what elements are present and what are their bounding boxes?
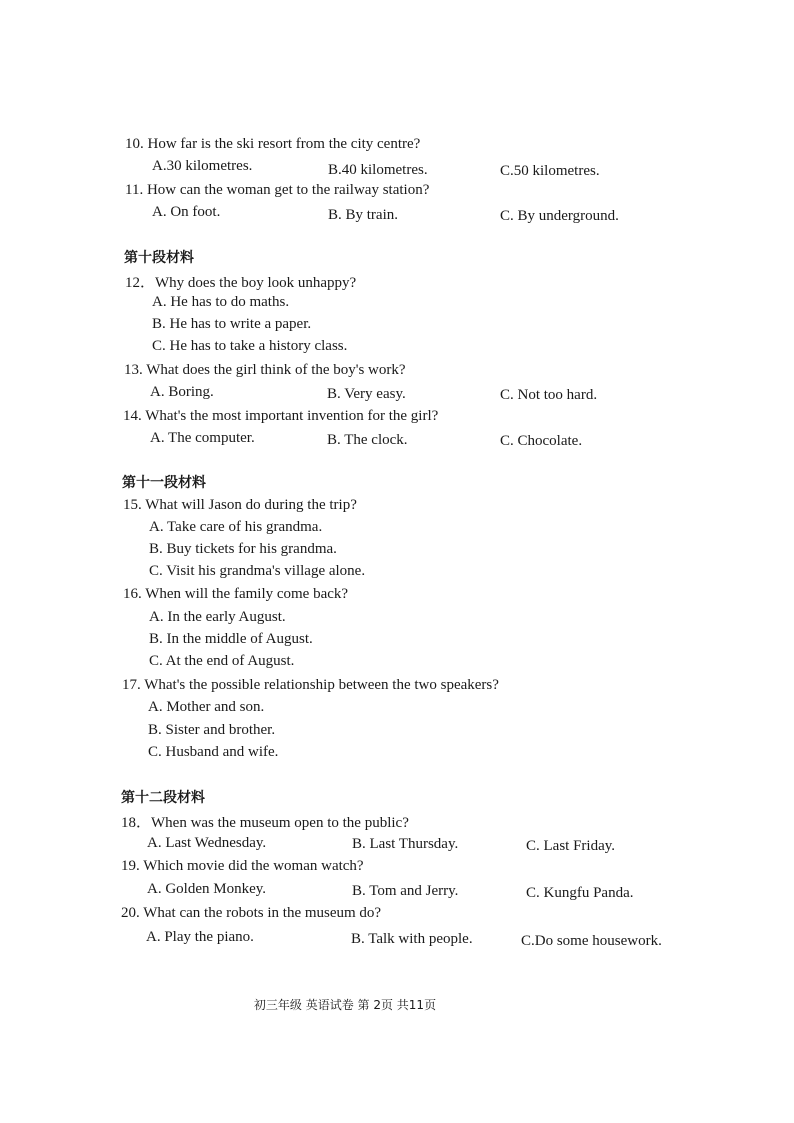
q19-option-b: B. Tom and Jerry. [352,883,459,899]
q13-option-a: A. Boring. [150,384,214,400]
question-17: 17. What's the possible relationship between the two speakers? [122,677,499,693]
question-14: 14. What's the most important invention for the girl? [123,408,439,424]
q13-option-c: C. Not too hard. [500,387,598,403]
q11-option-a: A. On foot. [152,204,221,220]
page-footer: 初三年级 英语试卷 第 2页 共11页 [253,998,437,1012]
section-10-heading: 第十段材料 [124,250,194,266]
question-13: 13. What does the girl think of the boy's work? [124,362,406,378]
q19-option-c: C. Kungfu Panda. [526,885,634,901]
q18-option-c: C. Last Friday. [526,838,616,854]
q16-option-a: A. In the early August. [149,609,286,625]
question-12: 12．Why does the boy look unhappy? [125,275,357,291]
question-19: 19. Which movie did the woman watch? [121,858,364,874]
q11-option-b: B. By train. [328,207,398,223]
q15-option-a: A. Take care of his grandma. [149,519,323,535]
question-18: 18．When was the museum open to the public? [121,815,409,831]
question-20: 20. What can the robots in the museum do? [121,905,382,921]
q18-option-a: A. Last Wednesday. [147,835,267,851]
q16-option-b: B. In the middle of August. [149,631,313,647]
q20-option-b: B. Talk with people. [351,931,473,947]
q12-option-c: C. He has to take a history class. [152,338,348,354]
q10-option-b: B.40 kilometres. [328,162,428,178]
q14-option-b: B. The clock. [327,432,408,448]
q15-option-b: B. Buy tickets for his grandma. [149,541,337,557]
q15-option-c: C. Visit his grandma's village alone. [149,563,366,579]
q20-option-c: C.Do some housework. [521,933,662,949]
question-15: 15. What will Jason do during the trip? [123,497,357,513]
q17-option-a: A. Mother and son. [148,699,265,715]
question-16: 16. When will the family come back? [123,586,349,602]
q14-option-c: C. Chocolate. [500,433,583,449]
q16-option-c: C. At the end of August. [149,653,295,669]
section-12-heading: 第十二段材料 [121,790,205,806]
q13-option-b: B. Very easy. [327,386,406,402]
q20-option-a: A. Play the piano. [146,929,254,945]
q12-option-b: B. He has to write a paper. [152,316,312,332]
q18-option-b: B. Last Thursday. [352,836,459,852]
q10-option-a: A.30 kilometres. [152,158,253,174]
q14-option-a: A. The computer. [150,430,255,446]
q12-option-a: A. He has to do maths. [152,294,290,310]
question-11: 11. How can the woman get to the railway station? [125,182,430,198]
q19-option-a: A. Golden Monkey. [147,881,267,897]
q17-option-c: C. Husband and wife. [148,744,279,760]
q11-option-c: C. By underground. [500,208,619,224]
section-11-heading: 第十一段材料 [122,475,206,491]
q17-option-b: B. Sister and brother. [148,722,276,738]
q10-option-c: C.50 kilometres. [500,163,600,179]
question-10: 10. How far is the ski resort from the city centre? [125,136,421,152]
